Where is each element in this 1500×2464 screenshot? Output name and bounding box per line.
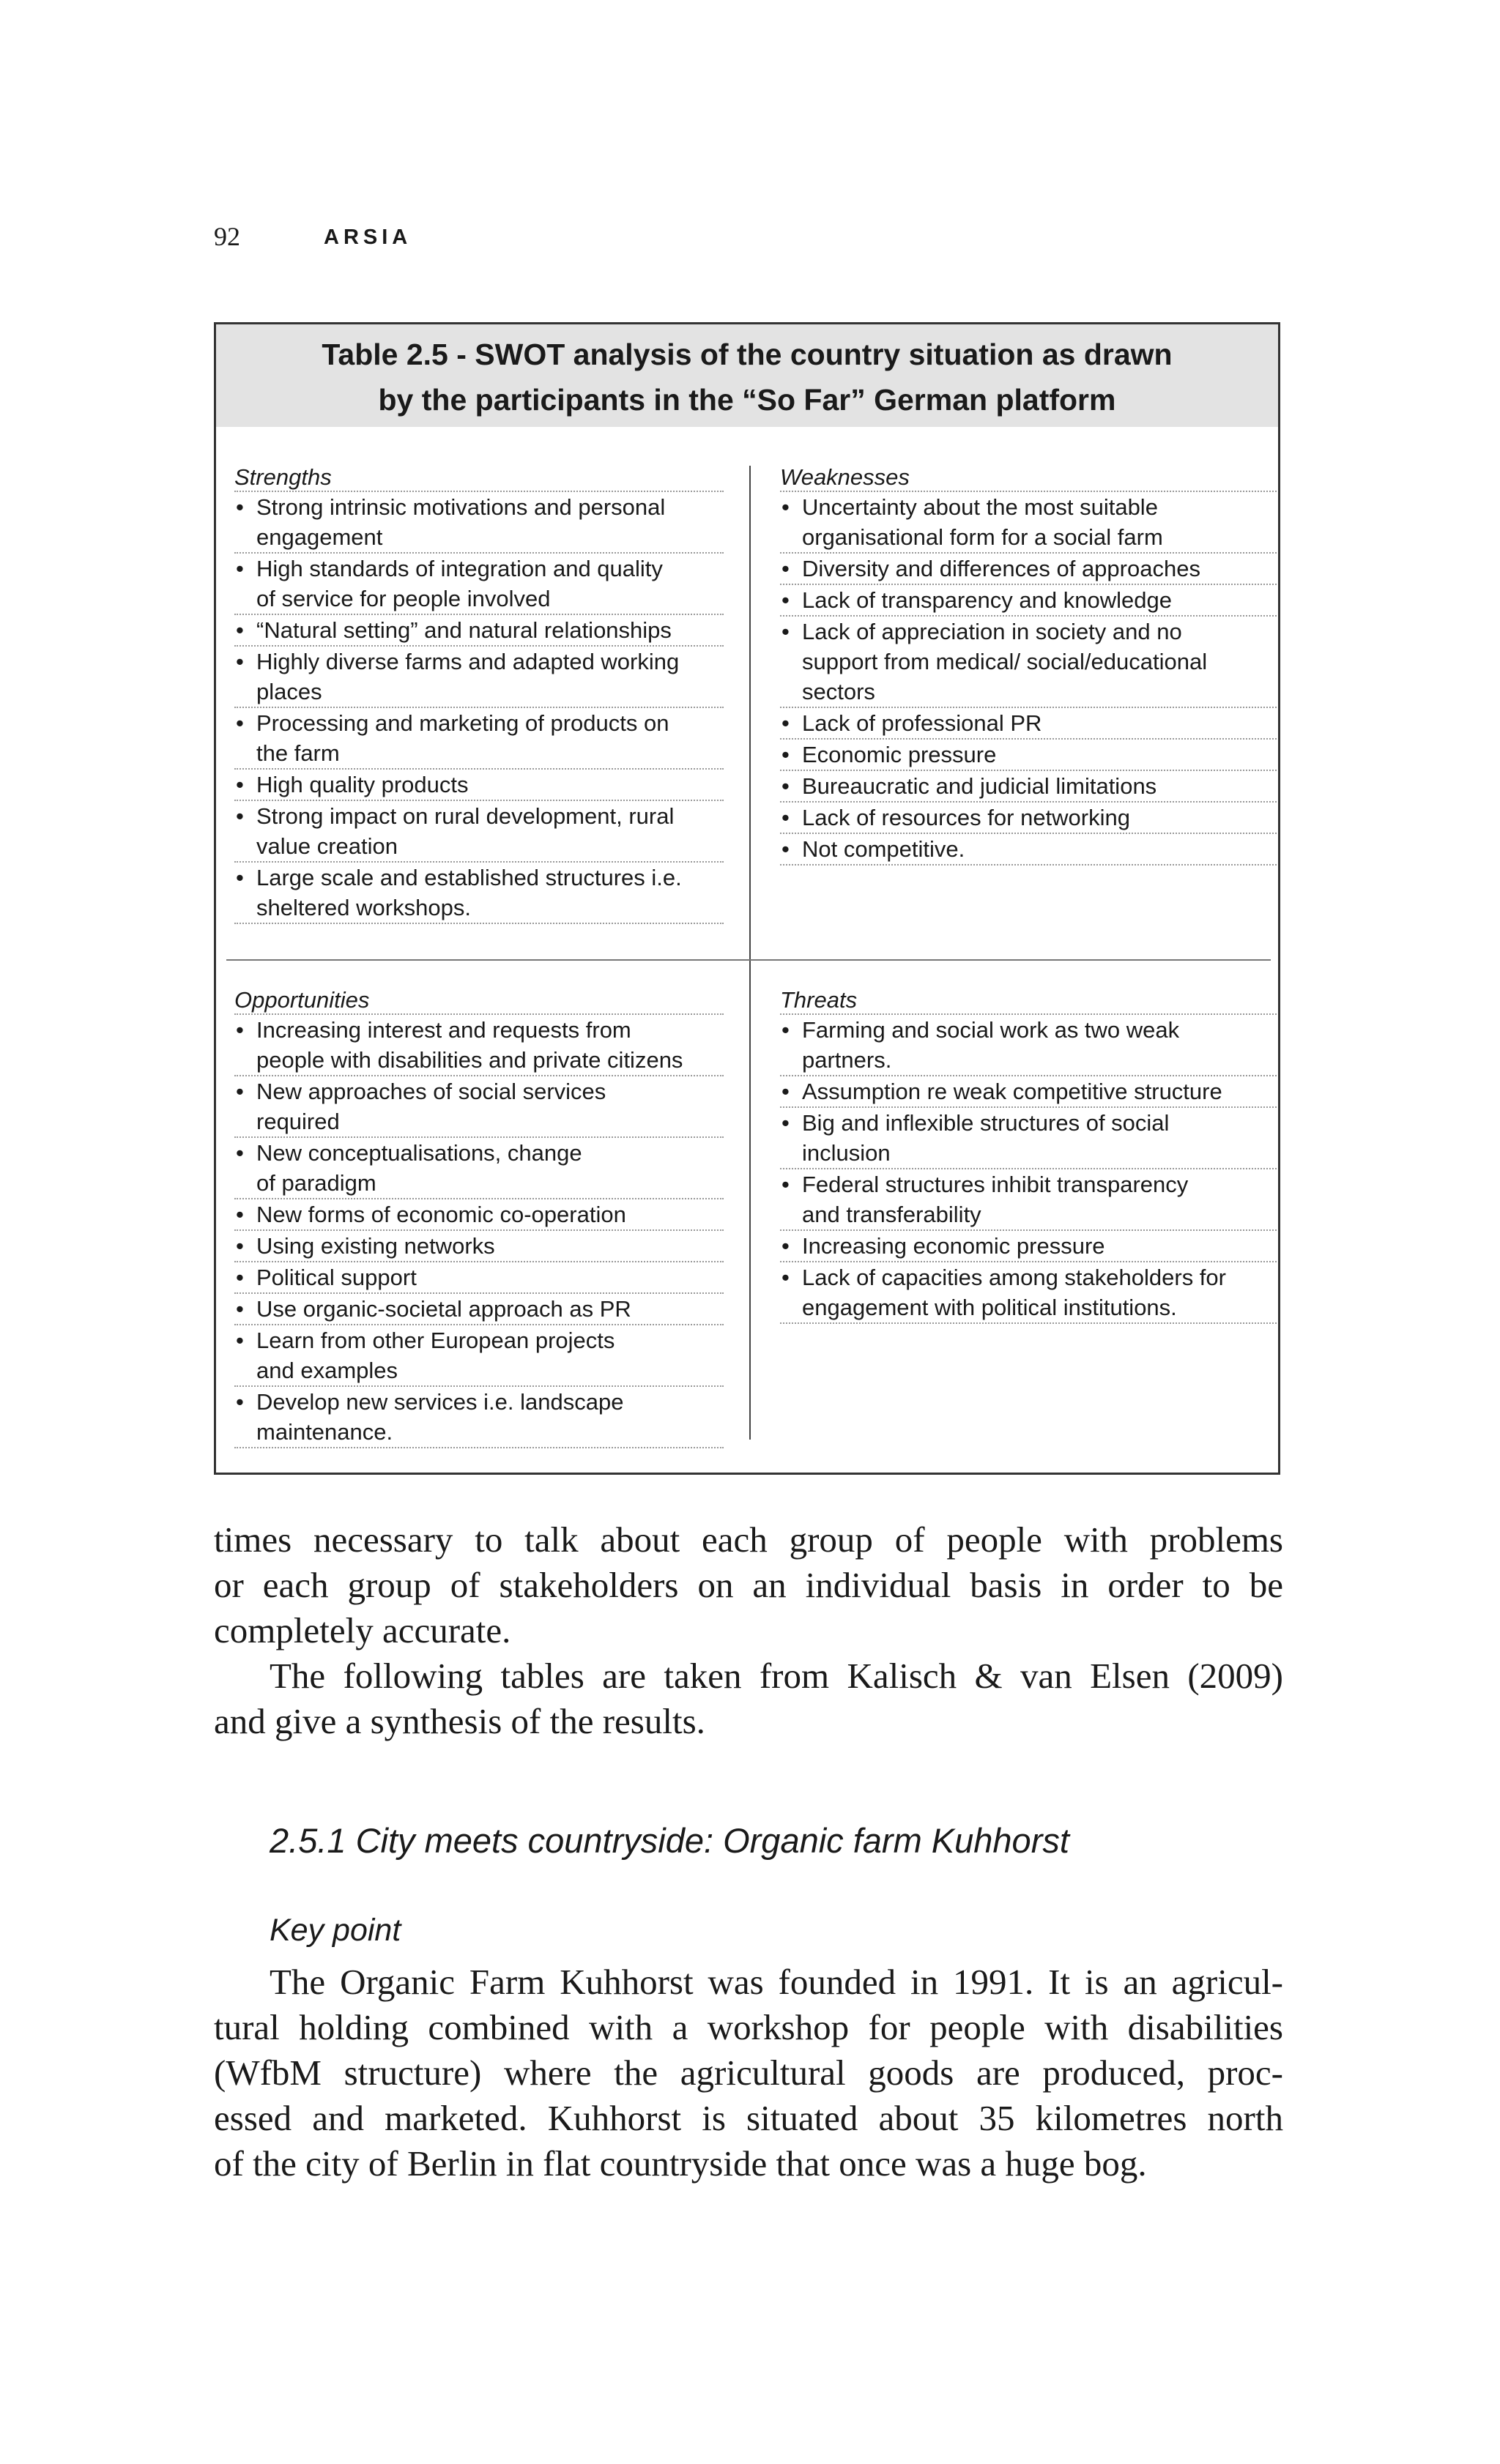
- table-title: [216, 324, 1278, 427]
- threats-item-text: Farming and social work as two weak: [802, 1017, 1180, 1043]
- horizontal-divider: [226, 959, 1271, 961]
- bullet-icon: •: [236, 710, 244, 736]
- threats-item-text: engagement with political institutions.: [802, 1295, 1177, 1320]
- weaknesses-item: [780, 771, 1277, 803]
- strengths-item: [234, 615, 724, 647]
- opportunities-item-text: Political support: [256, 1265, 417, 1290]
- opportunities-item-text: Learn from other European projects: [256, 1328, 615, 1353]
- strengths-list: [234, 492, 724, 924]
- opportunities-item-text: maintenance.: [256, 1419, 393, 1445]
- weaknesses-heading: Weaknesses: [780, 462, 1277, 492]
- table-title-line: Table 2.5 - SWOT analysis of the country situation as drawn: [322, 338, 1173, 371]
- text-line: and give a synthesis of the results.: [214, 1701, 705, 1741]
- opportunities-item: [234, 1262, 724, 1294]
- bullet-icon: •: [781, 494, 790, 520]
- threats-item-text: Big and inflexible structures of social: [802, 1110, 1170, 1136]
- bullet-icon: •: [781, 805, 790, 830]
- opportunities-heading: Opportunities: [234, 985, 724, 1015]
- text-line: (WfbM structure) where the agricultural goods are produced, proc-: [214, 2052, 1283, 2093]
- strengths-item-text: Large scale and established structures i.e.: [256, 865, 682, 890]
- bullet-icon: •: [236, 865, 244, 890]
- opportunities-item-text: required: [256, 1109, 340, 1134]
- strengths-item-text: Processing and marketing of products on: [256, 710, 669, 736]
- opportunities-item-text: New forms of economic co-operation: [256, 1202, 626, 1227]
- weaknesses-item-text: Bureaucratic and judicial limitations: [802, 773, 1157, 799]
- bullet-icon: •: [236, 1233, 244, 1259]
- bullet-icon: •: [236, 556, 244, 581]
- text-line: completely accurate.: [214, 1610, 511, 1650]
- threats-item-text: Assumption re weak competitive structure: [802, 1079, 1222, 1104]
- text-line: The Organic Farm Kuhhorst was founded in 1991. It is an agricul-: [270, 1962, 1283, 2002]
- strengths-item-text: value creation: [256, 833, 398, 859]
- bullet-icon: •: [781, 773, 790, 799]
- weaknesses-item-text: Diversity and differences of approaches: [802, 556, 1200, 581]
- threats-item: [780, 1231, 1277, 1262]
- bullet-icon: •: [236, 494, 244, 520]
- bullet-icon: •: [781, 836, 790, 862]
- text-line: The following tables are taken from Kalisch & van Elsen (2009): [270, 1656, 1283, 1696]
- bullet-icon: •: [236, 1389, 244, 1415]
- opportunities-item-text: Using existing networks: [256, 1233, 495, 1259]
- opportunities-item-text: New approaches of social services: [256, 1079, 606, 1104]
- opportunities-item-text: Develop new services i.e. landscape: [256, 1389, 624, 1415]
- weaknesses-item: [780, 740, 1277, 771]
- strengths-item-text: places: [256, 679, 322, 704]
- bullet-icon: •: [236, 1017, 244, 1043]
- strengths-item-text: High quality products: [256, 772, 469, 797]
- body-paragraph: [214, 1653, 1283, 1744]
- weaknesses-item: [780, 803, 1277, 834]
- opportunities-item-text: Use organic-societal approach as PR: [256, 1296, 631, 1322]
- opportunities-item: [234, 1325, 724, 1387]
- weaknesses-item-text: Lack of resources for networking: [802, 805, 1130, 830]
- text-line: of the city of Berlin in flat countryside that once was a huge bog.: [214, 2143, 1147, 2184]
- strengths-item: [234, 492, 724, 554]
- strengths-item-text: the farm: [256, 740, 340, 766]
- strengths-item: [234, 801, 724, 863]
- bullet-icon: •: [781, 1233, 790, 1259]
- weaknesses-item-text: organisational form for a social farm: [802, 524, 1163, 550]
- strengths-item-text: Highly diverse farms and adapted working: [256, 649, 680, 674]
- bullet-icon: •: [781, 1172, 790, 1197]
- strengths-item: [234, 708, 724, 770]
- bullet-icon: •: [236, 803, 244, 829]
- weaknesses-item-text: support from medical/ social/educational: [802, 649, 1208, 674]
- opportunities-item: [234, 1294, 724, 1325]
- weaknesses-list: [780, 492, 1277, 866]
- opportunities-item-text: people with disabilities and private citizens: [256, 1047, 683, 1073]
- weaknesses-item-text: Not competitive.: [802, 836, 965, 862]
- bullet-icon: •: [236, 617, 244, 643]
- strengths-item-text: Strong intrinsic motivations and personal: [256, 494, 666, 520]
- bullet-icon: •: [236, 1328, 244, 1353]
- bullet-icon: •: [781, 1017, 790, 1043]
- weaknesses-item: [780, 834, 1277, 866]
- strengths-item-text: Strong impact on rural development, rural: [256, 803, 675, 829]
- bullet-icon: •: [236, 1140, 244, 1166]
- weaknesses-item-text: Lack of professional PR: [802, 710, 1042, 736]
- bullet-icon: •: [236, 772, 244, 797]
- weaknesses-quadrant: [780, 462, 1277, 866]
- threats-item-text: and transferability: [802, 1202, 981, 1227]
- bullet-icon: •: [781, 1265, 790, 1290]
- bullet-icon: •: [781, 742, 790, 767]
- strengths-item-text: of service for people involved: [256, 586, 551, 611]
- threats-list: [780, 1015, 1277, 1324]
- threats-item-text: Federal structures inhibit transparency: [802, 1172, 1189, 1197]
- section-heading: 2.5.1 City meets countryside: Organic farm Kuhhorst: [270, 1821, 1069, 1860]
- opportunities-item: [234, 1387, 724, 1448]
- bullet-icon: •: [781, 619, 790, 644]
- bullet-icon: •: [781, 1110, 790, 1136]
- strengths-item-text: sheltered workshops.: [256, 895, 471, 920]
- weaknesses-item: [780, 617, 1277, 708]
- threats-item: [780, 1076, 1277, 1108]
- weaknesses-item-text: Lack of appreciation in society and no: [802, 619, 1182, 644]
- opportunities-item-text: Increasing interest and requests from: [256, 1017, 631, 1043]
- opportunities-quadrant: [234, 985, 724, 1448]
- text-line: times necessary to talk about each group of people with problems: [214, 1519, 1283, 1560]
- opportunities-item: [234, 1015, 724, 1076]
- strengths-quadrant: [234, 462, 724, 924]
- strengths-item: [234, 647, 724, 708]
- swot-table: [214, 322, 1280, 1475]
- weaknesses-item-text: Uncertainty about the most suitable: [802, 494, 1158, 520]
- bullet-icon: •: [236, 1265, 244, 1290]
- page-number: 92: [214, 222, 240, 251]
- threats-quadrant: [780, 985, 1277, 1324]
- text-line: or each group of stakeholders on an individual basis in order to be: [214, 1565, 1283, 1605]
- bullet-icon: •: [781, 587, 790, 613]
- strengths-item: [234, 554, 724, 615]
- threats-item: [780, 1169, 1277, 1231]
- bullet-icon: •: [781, 556, 790, 581]
- weaknesses-item: [780, 708, 1277, 740]
- strengths-item: [234, 863, 724, 924]
- threats-item: [780, 1108, 1277, 1169]
- opportunities-item-text: New conceptualisations, change: [256, 1140, 582, 1166]
- text-line: tural holding combined with a workshop for people with disabilities: [214, 2007, 1283, 2047]
- opportunities-item: [234, 1076, 724, 1138]
- strengths-item-text: “Natural setting” and natural relationships: [256, 617, 672, 643]
- threats-item-text: Increasing economic pressure: [802, 1233, 1105, 1259]
- strengths-item-text: High standards of integration and quality: [256, 556, 663, 581]
- opportunities-list: [234, 1015, 724, 1448]
- weaknesses-item: [780, 585, 1277, 617]
- weaknesses-item-text: Lack of transparency and knowledge: [802, 587, 1172, 613]
- bullet-icon: •: [236, 1079, 244, 1104]
- threats-item-text: inclusion: [802, 1140, 891, 1166]
- weaknesses-item-text: sectors: [802, 679, 875, 704]
- body-paragraph: [214, 1959, 1283, 2186]
- bullet-icon: •: [781, 710, 790, 736]
- subsection-heading: Key point: [270, 1913, 401, 1948]
- bullet-icon: •: [236, 1202, 244, 1227]
- strengths-item: [234, 770, 724, 801]
- running-head: ARSIA: [324, 226, 412, 249]
- weaknesses-item: [780, 554, 1277, 585]
- opportunities-item: [234, 1138, 724, 1199]
- strengths-heading: Strengths: [234, 462, 724, 492]
- threats-item: [780, 1262, 1277, 1324]
- table-title-line: by the participants in the “So Far” German platform: [378, 383, 1116, 417]
- bullet-icon: •: [236, 649, 244, 674]
- threats-item-text: partners.: [802, 1047, 892, 1073]
- weaknesses-item: [780, 492, 1277, 554]
- opportunities-item-text: of paradigm: [256, 1170, 376, 1196]
- bullet-icon: •: [781, 1079, 790, 1104]
- text-line: essed and marketed. Kuhhorst is situated about 35 kilometres north: [214, 2098, 1283, 2138]
- vertical-divider: [749, 466, 751, 1440]
- opportunities-item-text: and examples: [256, 1358, 398, 1383]
- body-paragraph: [214, 1517, 1283, 1653]
- threats-item-text: Lack of capacities among stakeholders for: [802, 1265, 1226, 1290]
- threats-item: [780, 1015, 1277, 1076]
- bullet-icon: •: [236, 1296, 244, 1322]
- opportunities-item: [234, 1199, 724, 1231]
- weaknesses-item-text: Economic pressure: [802, 742, 997, 767]
- strengths-item-text: engagement: [256, 524, 383, 550]
- threats-heading: Threats: [780, 985, 1277, 1015]
- opportunities-item: [234, 1231, 724, 1262]
